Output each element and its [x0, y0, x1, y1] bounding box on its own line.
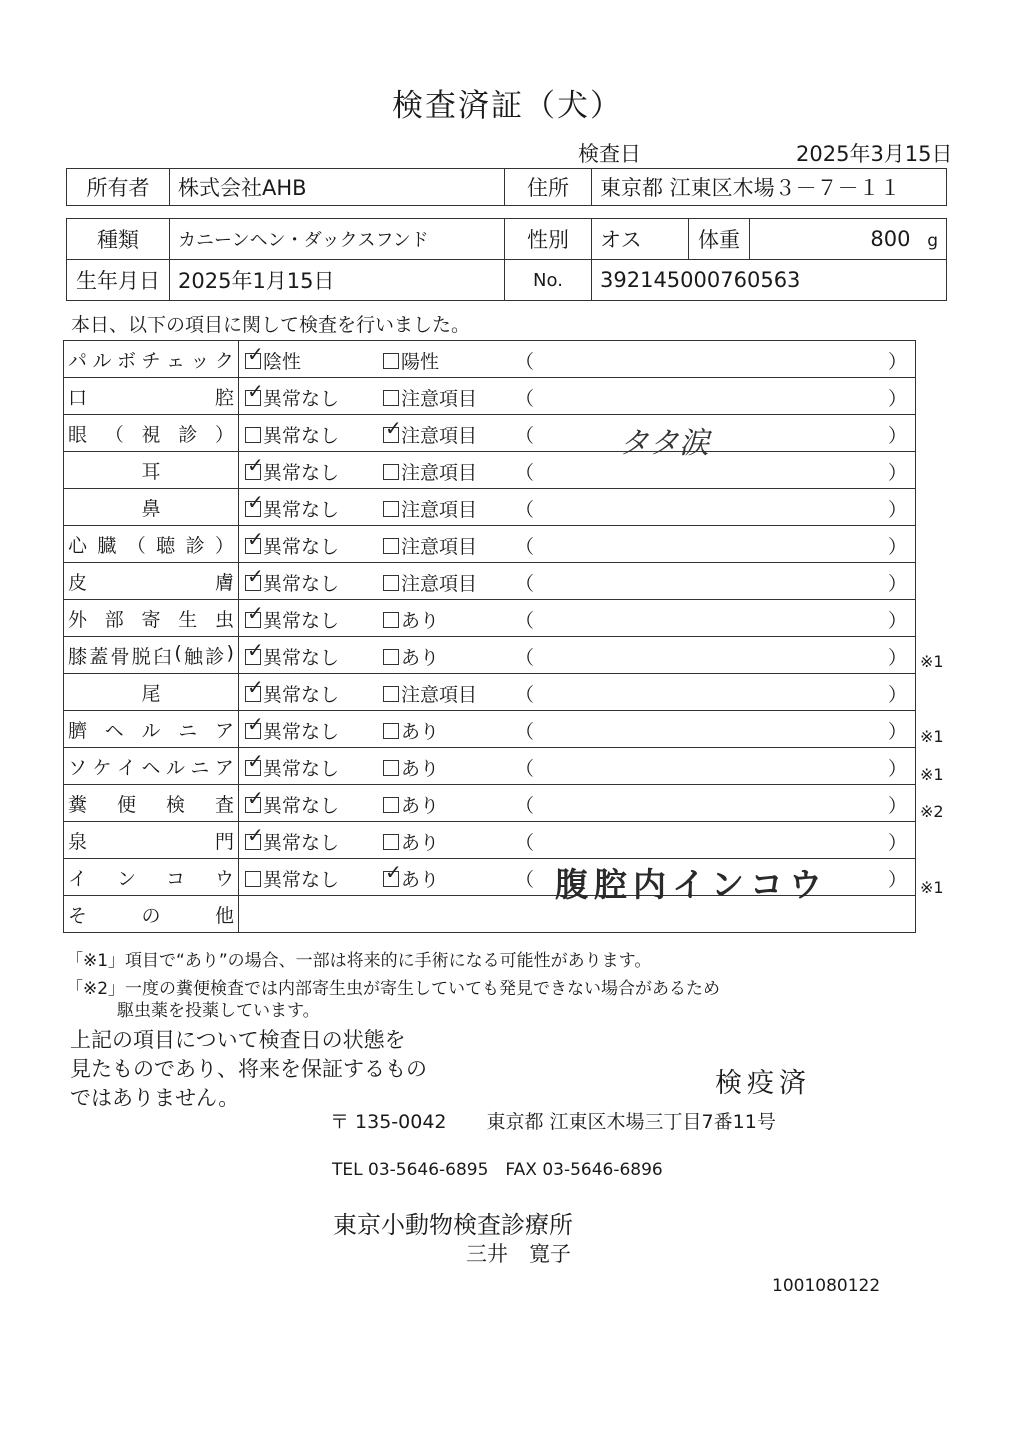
exam-item-label: [64, 711, 239, 748]
exam-item-label: [64, 415, 239, 452]
exam-result-cell: [239, 748, 916, 785]
exam-result-cell: [239, 341, 916, 378]
exam-row: [64, 859, 916, 896]
option-label: 注意項目: [401, 499, 478, 521]
paren-close: ）: [887, 573, 907, 595]
option-label: 注意項目: [401, 425, 478, 447]
exam-item-label: [64, 563, 239, 600]
label-char: 脱: [131, 645, 151, 668]
reference-mark: ※2: [920, 802, 944, 822]
exam-item-name: [68, 531, 234, 558]
option-label: 異常なし: [263, 721, 340, 743]
label-char: ヘ: [141, 756, 161, 779]
label-char: ): [226, 641, 234, 664]
exam-item-name: [68, 383, 234, 410]
label-char: 寄: [141, 608, 161, 631]
exam-row: [64, 341, 916, 378]
animal-info-table: [66, 218, 947, 301]
option-label: あり: [401, 869, 440, 891]
owner-value: 株式会社AHB: [170, 169, 505, 206]
option-normal: [245, 754, 339, 781]
exam-item-name: [68, 568, 234, 595]
checkbox[interactable]: [383, 612, 399, 628]
weight-cell: [750, 219, 947, 260]
exam-result-cell: [239, 859, 916, 904]
checkbox[interactable]: [383, 575, 399, 591]
exam-result-cell: [239, 600, 916, 637]
label-char: 糞: [68, 793, 88, 816]
option-label: 異常なし: [263, 388, 340, 410]
label-char: 皮: [68, 571, 88, 594]
label-char: 門: [214, 830, 234, 853]
checkbox[interactable]: [383, 834, 399, 850]
paren-open: （: [515, 351, 535, 373]
option-label: 異常なし: [263, 536, 340, 558]
label-char: 骨: [110, 645, 130, 668]
checkbox[interactable]: [383, 760, 399, 776]
exam-result-cell: [239, 563, 916, 600]
checkbox[interactable]: [383, 353, 399, 369]
label-char: ン: [116, 867, 136, 890]
checkbox[interactable]: [383, 427, 399, 443]
exam-item-label: [64, 785, 239, 822]
option-normal: [245, 865, 339, 892]
option-label: 陰性: [263, 351, 302, 373]
label-char: ッ: [190, 349, 210, 372]
clinic-address-line: [330, 1107, 816, 1134]
option-label: 注意項目: [401, 388, 478, 410]
exam-items-table: [63, 340, 916, 933]
checkbox[interactable]: [245, 723, 261, 739]
exam-item-label: [64, 452, 239, 489]
checkbox[interactable]: [383, 871, 399, 887]
option-abnormal: [383, 606, 439, 633]
contact-numbers: TEL 03-5646-6895 FAX 03-5646-6896: [332, 1160, 663, 1180]
label-char: 視: [141, 423, 161, 446]
checkbox[interactable]: [383, 723, 399, 739]
exam-item-label: [64, 822, 239, 859]
exam-item-name: [68, 790, 234, 817]
checkbox[interactable]: [383, 797, 399, 813]
option-normal: [245, 717, 339, 744]
checkbox[interactable]: [383, 538, 399, 554]
option-normal: [245, 384, 339, 411]
owner-label: 所有者: [67, 169, 170, 206]
exam-result-cell: [239, 526, 916, 563]
option-normal: [245, 495, 339, 522]
paren-open: （: [515, 573, 535, 595]
label-char: ニ: [178, 719, 198, 742]
option-abnormal: [383, 458, 477, 485]
label-char: イ: [116, 756, 136, 779]
exam-row: [64, 526, 916, 563]
exam-item-name: 耳: [141, 460, 161, 483]
address-value: 東京都 江東区木場３－７－１１: [592, 169, 947, 206]
checkbox[interactable]: [245, 501, 261, 517]
paren-close: ）: [887, 610, 907, 632]
exam-result-cell: [239, 674, 916, 711]
option-abnormal: [383, 384, 477, 411]
paren-open: （: [515, 499, 535, 521]
paren-open: （: [515, 684, 535, 706]
paren-close: ）: [887, 758, 907, 780]
weight-label: 体重: [689, 219, 750, 260]
label-char: 部: [104, 608, 124, 631]
option-label: 異常なし: [263, 499, 340, 521]
label-char: そ: [68, 904, 88, 927]
reference-mark: ※1: [920, 651, 944, 671]
option-label: あり: [401, 795, 440, 817]
handwritten-note: 腹腔内インコウ: [555, 865, 828, 904]
paren-close: ）: [887, 832, 907, 854]
label-char: 臍: [68, 719, 88, 742]
paren-open: （: [515, 425, 535, 447]
label-char: 診: [185, 534, 205, 557]
paren-open: （: [515, 647, 535, 669]
label-char: ）: [214, 534, 234, 557]
breed-value: カニーンヘン・ダックスフンド: [170, 219, 505, 260]
paren-close: ）: [887, 684, 907, 706]
reference-mark: ※1: [920, 764, 944, 784]
breed-label: 種類: [67, 219, 170, 260]
checkbox[interactable]: [245, 686, 261, 702]
handwritten-note: タタ涙: [619, 426, 709, 461]
paren-close: ）: [887, 499, 907, 521]
option-label: 陽性: [401, 351, 440, 373]
option-label: 異常なし: [263, 795, 340, 817]
exam-item-label: [64, 637, 239, 674]
paren-close: ）: [887, 425, 907, 447]
option-label: 注意項目: [401, 573, 478, 595]
exam-item-label: [64, 600, 239, 637]
option-abnormal: [383, 421, 477, 448]
no-value: 392145000760563: [592, 260, 947, 301]
label-char: ケ: [92, 756, 112, 779]
option-label: 注意項目: [401, 684, 478, 706]
label-char: の: [141, 904, 161, 927]
exam-row: [64, 415, 916, 452]
birth-label: 生年月日: [67, 260, 170, 301]
checkbox[interactable]: [245, 612, 261, 628]
label-char: 臼: [153, 645, 173, 668]
label-char: 触: [184, 645, 204, 668]
exam-item-name: 尾: [141, 682, 161, 705]
label-char: コ: [165, 867, 185, 890]
option-abnormal: [383, 495, 477, 522]
label-char: 心: [68, 534, 88, 557]
option-normal: [245, 791, 339, 818]
option-abnormal: [383, 347, 439, 374]
label-char: チ: [141, 349, 161, 372]
label-char: ヘ: [104, 719, 124, 742]
owner-info-table: [66, 168, 947, 206]
option-normal: [245, 347, 301, 374]
option-label: あり: [401, 610, 440, 632]
label-char: 診: [178, 423, 198, 446]
checkbox[interactable]: [245, 427, 261, 443]
exam-row: [64, 748, 916, 785]
paren-open: （: [515, 462, 535, 484]
option-abnormal: [383, 865, 439, 892]
label-char: 眼: [68, 423, 88, 446]
label-char: 聴: [156, 534, 176, 557]
page-title: 検査済証（犬）: [392, 88, 623, 124]
option-normal: [245, 421, 339, 448]
option-normal: [245, 643, 339, 670]
no-label: No.: [505, 260, 592, 301]
option-label: 異常なし: [263, 758, 340, 780]
sex-value: オス: [592, 219, 689, 260]
exam-result-cell: [239, 415, 916, 461]
paren-open: （: [515, 721, 535, 743]
exam-row: [64, 674, 916, 711]
label-char: 他: [214, 904, 234, 927]
option-label: 異常なし: [263, 684, 340, 706]
exam-result-cell: [239, 711, 916, 748]
label-char: 臓: [97, 534, 117, 557]
label-char: 生: [178, 608, 198, 631]
checkbox[interactable]: [245, 834, 261, 850]
option-label: 注意項目: [401, 462, 478, 484]
option-label: 異常なし: [263, 647, 340, 669]
label-char: ェ: [165, 349, 185, 372]
label-char: 膚: [214, 571, 234, 594]
paren-close: ）: [887, 351, 907, 373]
checkbox[interactable]: [245, 575, 261, 591]
label-char: 泉: [68, 830, 88, 853]
option-label: あり: [401, 721, 440, 743]
option-abnormal: [383, 717, 439, 744]
exam-row: [64, 489, 916, 526]
checkbox[interactable]: [245, 797, 261, 813]
label-char: （: [126, 534, 146, 557]
weight-unit: g: [927, 231, 938, 251]
label-char: ル: [141, 719, 161, 742]
exam-item-name: [68, 346, 234, 373]
label-char: ル: [92, 349, 112, 372]
paren-close: ）: [887, 462, 907, 484]
label-char: ボ: [116, 349, 136, 372]
document-number: 1001080122: [772, 1276, 881, 1296]
exam-result-cell: [239, 637, 916, 674]
paren-open: （: [515, 795, 535, 817]
label-char: ソ: [68, 756, 88, 779]
paren-open: （: [515, 610, 535, 632]
option-abnormal: [383, 754, 439, 781]
paren-close: ）: [887, 536, 907, 558]
label-char: ア: [214, 719, 234, 742]
exam-item-name: [68, 864, 234, 891]
paren-close: ）: [887, 721, 907, 743]
option-label: 異常なし: [263, 832, 340, 854]
option-label: 異常なし: [263, 610, 340, 632]
footnote-2-cont: 駆虫薬を投薬しています。: [117, 1001, 320, 1021]
checkbox[interactable]: [383, 464, 399, 480]
exam-item-label: [64, 341, 239, 378]
label-char: （: [104, 423, 124, 446]
paren-close: ）: [887, 869, 907, 891]
checkbox[interactable]: [245, 353, 261, 369]
footnote-2: 「※2」一度の糞便検査では内部寄生虫が寄生していても発見できない場合があるため: [66, 979, 721, 999]
paren-close: ）: [887, 647, 907, 669]
option-normal: [245, 569, 339, 596]
exam-date: 2025年3月15日: [796, 142, 953, 166]
option-label: 異常なし: [263, 573, 340, 595]
paren-close: ）: [887, 795, 907, 817]
option-label: 注意項目: [401, 536, 478, 558]
other-label-text: [68, 901, 234, 928]
sex-label: 性別: [505, 219, 592, 260]
exam-row: [64, 822, 916, 859]
exam-item-name: [68, 605, 234, 632]
label-char: ル: [165, 756, 185, 779]
exam-item-label: [64, 378, 239, 415]
label-char: 口: [68, 386, 88, 409]
label-char: 便: [116, 793, 136, 816]
checkbox[interactable]: [245, 538, 261, 554]
option-label: あり: [401, 758, 440, 780]
reference-mark: ※1: [920, 727, 944, 746]
birth-value: 2025年1月15日: [170, 260, 505, 301]
option-abnormal: [383, 791, 439, 818]
label-char: ウ: [214, 867, 234, 890]
label-char: ）: [214, 423, 234, 446]
label-char: ク: [214, 349, 234, 372]
checkbox[interactable]: [383, 649, 399, 665]
label-char: (: [174, 641, 182, 664]
option-abnormal: [383, 680, 477, 707]
label-char: 査: [214, 793, 234, 816]
exam-item-name: [68, 716, 234, 743]
option-abnormal: [383, 532, 477, 559]
intro-text: 本日、以下の項目に関して検査を行いました。: [71, 314, 471, 336]
label-char: イ: [68, 867, 88, 890]
option-label: 異常なし: [263, 425, 340, 447]
checkbox[interactable]: [245, 649, 261, 665]
label-char: パ: [68, 349, 88, 372]
option-normal: [245, 680, 339, 707]
exam-row: [64, 452, 916, 489]
checkbox[interactable]: [383, 501, 399, 517]
option-label: 異常なし: [263, 462, 340, 484]
label-char: 蓋: [89, 645, 109, 668]
paren-open: （: [515, 832, 535, 854]
exam-item-name: [68, 420, 234, 447]
paren-open: （: [515, 758, 535, 780]
option-label: 異常なし: [263, 869, 340, 891]
address-label: 住所: [505, 169, 592, 206]
option-normal: [245, 828, 339, 855]
option-abnormal: [383, 828, 439, 855]
exam-item-name: [68, 753, 234, 780]
label-char: 診: [205, 645, 225, 668]
weight-value: 800: [870, 227, 911, 251]
paren-open: （: [515, 536, 535, 558]
exam-result-cell: [239, 489, 916, 526]
option-label: あり: [401, 647, 440, 669]
option-abnormal: [383, 643, 439, 670]
checkbox[interactable]: [383, 390, 399, 406]
exam-row: [64, 378, 916, 415]
exam-row: [64, 600, 916, 637]
footnote-1: 「※1」項目で“あり”の場合、一部は将来的に手術になる可能性があります。: [66, 951, 652, 971]
exam-row: [64, 637, 916, 674]
exam-row: [64, 711, 916, 748]
label-char: ニ: [190, 756, 210, 779]
exam-item-label: [64, 489, 239, 526]
vet-name: 三井 寛子: [466, 1242, 571, 1266]
exam-item-label: [64, 674, 239, 711]
checkbox[interactable]: [245, 760, 261, 776]
label-char: 虫: [214, 608, 234, 631]
exam-result-cell: [239, 452, 916, 489]
exam-result-cell: [239, 785, 916, 822]
exam-item-name: [68, 642, 234, 669]
checkbox[interactable]: [245, 871, 261, 887]
option-normal: [245, 532, 339, 559]
exam-row: [64, 563, 916, 600]
label-char: 外: [68, 608, 88, 631]
label-char: 検: [165, 793, 185, 816]
exam-result-cell: [239, 378, 916, 415]
other-label: [64, 896, 239, 933]
option-abnormal: [383, 569, 477, 596]
exam-date-label: 検査日: [578, 142, 641, 166]
exam-item-label: [64, 859, 239, 896]
exam-item-name: 鼻: [141, 497, 161, 520]
quarantine-stamp: 検疫済: [715, 1068, 811, 1099]
postal-code: 〒 135-0042: [330, 1111, 447, 1133]
checkbox[interactable]: [245, 390, 261, 406]
exam-item-name: [68, 827, 234, 854]
label-char: 膝: [68, 645, 88, 668]
paren-open: （: [515, 388, 535, 410]
option-normal: [245, 606, 339, 633]
disclaimer-text: 上記の項目について検査日の状態を 見たものであり、将来を保証するもの ではありません。: [70, 1028, 427, 1110]
checkbox[interactable]: [245, 464, 261, 480]
paren-close: ）: [887, 388, 907, 410]
option-normal: [245, 458, 339, 485]
exam-result-cell: [239, 822, 916, 859]
option-label: あり: [401, 832, 440, 854]
exam-row: [64, 785, 916, 822]
checkbox[interactable]: [383, 686, 399, 702]
label-char: ア: [214, 756, 234, 779]
paren-open: （: [515, 869, 535, 891]
label-char: 腔: [214, 386, 234, 409]
reference-mark: ※1: [920, 877, 944, 897]
clinic-name: 東京小動物検査診療所: [333, 1211, 573, 1239]
exam-item-label: [64, 748, 239, 785]
exam-item-label: [64, 526, 239, 563]
clinic-address: 東京都 江東区木場三丁目7番11号: [486, 1111, 776, 1133]
